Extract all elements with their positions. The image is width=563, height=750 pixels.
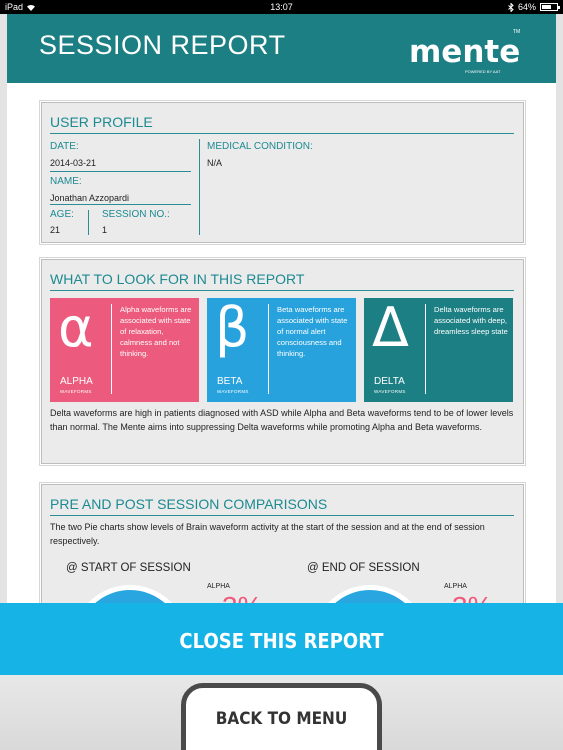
alpha-name: ALPHA (60, 376, 93, 387)
status-time: 13:07 (270, 2, 293, 12)
profile-column-divider (199, 139, 200, 235)
end-alpha-label: ALPHA (444, 583, 467, 590)
start-alpha-label: ALPHA (207, 583, 230, 590)
report-header (7, 14, 556, 83)
name-value: Jonathan Azzopardi (50, 193, 130, 203)
logo-tm: TM (513, 29, 521, 35)
session-label: SESSION NO.: (102, 209, 170, 220)
date-underline (50, 171, 191, 172)
waveform-note: Delta waveforms are high in patients diagnosed with ASD while Alpha and Beta waveforms tend to be of lower levels than normal. The Mente aims into suppressing Delta waveforms while promoting Alpha and Beta waveforms. (50, 408, 514, 432)
report-guide-rule (50, 290, 514, 291)
alpha-subtitle: WAVEFORMS (60, 389, 92, 394)
alpha-card-divider (111, 304, 112, 394)
session-value: 1 (102, 225, 108, 235)
user-profile-panel (41, 102, 524, 243)
report-title: SESSION REPORT (39, 30, 286, 60)
comparison-rule (50, 515, 514, 516)
comparison-title: PRE AND POST SESSION COMPARISONS (50, 496, 328, 512)
age-divider (88, 210, 89, 235)
close-report-button[interactable] (0, 603, 563, 675)
device-label: iPad (5, 0, 36, 14)
delta-symbol: Δ (372, 296, 409, 359)
report-guide-title: WHAT TO LOOK FOR IN THIS REPORT (50, 271, 305, 287)
date-value: 2014-03-21 (50, 158, 97, 168)
mente-logo (407, 24, 525, 76)
delta-waveform-card (364, 298, 513, 402)
battery-status (508, 0, 558, 14)
name-label: NAME: (50, 176, 82, 187)
bluetooth-icon (508, 3, 514, 12)
close-report-label: CLOSE THIS REPORT (179, 629, 384, 653)
user-profile-title: USER PROFILE (50, 114, 153, 130)
delta-card-divider (425, 304, 426, 394)
end-session-title: @ END OF SESSION (307, 562, 420, 574)
age-value: 21 (50, 225, 61, 235)
battery-percent: 64% (517, 2, 536, 12)
date-label: DATE: (50, 141, 79, 152)
logo-sub: POWERED BY AAT (465, 69, 501, 74)
delta-description: Delta waveforms are associated with deep, dreamless sleep state (434, 305, 508, 336)
beta-card-divider (268, 304, 269, 394)
back-to-menu-button[interactable] (181, 683, 382, 750)
medical-condition-value: N/A (207, 158, 223, 168)
delta-subtitle: WAVEFORMS (374, 389, 406, 394)
age-label: AGE: (50, 209, 74, 220)
alpha-symbol: α (58, 296, 94, 359)
alpha-description: Alpha waveforms are associated with state of relaxation, calmness and not thinking. (120, 305, 192, 358)
beta-description: Beta waveforms are associated with state of normal alert consciousness and thinking. (277, 305, 348, 358)
beta-symbol: β (215, 296, 250, 359)
alpha-waveform-card (50, 298, 199, 402)
logo-text: mente (409, 34, 521, 70)
delta-name: DELTA (374, 376, 405, 387)
report-guide-panel (41, 259, 524, 464)
status-bar (0, 0, 563, 14)
beta-waveform-card (207, 298, 356, 402)
comparison-description: The two Pie charts show levels of Brain waveform activity at the start of the session and at the end of session respectively. (50, 522, 485, 546)
name-underline (50, 204, 191, 205)
user-profile-rule (50, 133, 514, 134)
battery-icon (540, 3, 558, 11)
medical-condition-label: MEDICAL CONDITION: (207, 141, 313, 152)
start-session-title: @ START OF SESSION (66, 562, 191, 574)
beta-subtitle: WAVEFORMS (217, 389, 249, 394)
back-to-menu-label: BACK TO MENU (215, 709, 348, 729)
beta-name: BETA (217, 376, 243, 387)
